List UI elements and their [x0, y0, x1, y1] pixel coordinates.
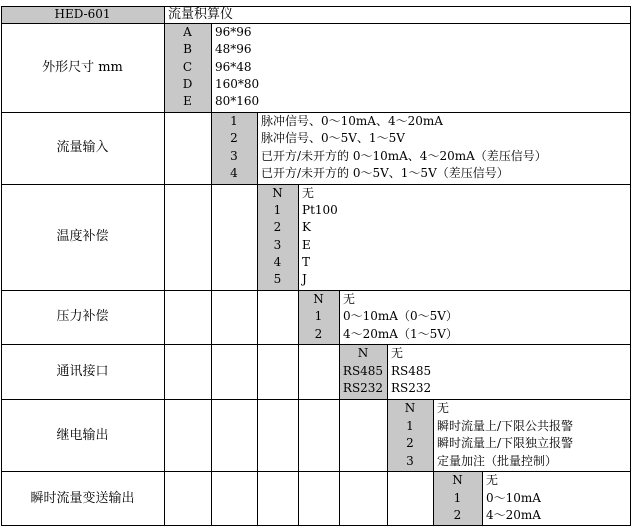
selection-table: [1, 6, 631, 526]
option-code: N: [452, 473, 463, 488]
table-border-top: [1, 6, 631, 7]
section-divider: [1, 290, 631, 291]
column-divider: [211, 23, 212, 526]
option-description: 脉冲信号、0～10mA、4～20mA: [261, 113, 443, 128]
model-cell: HED-601: [1, 6, 164, 23]
option-code: 4: [230, 166, 238, 181]
option-code: RS485: [342, 363, 384, 378]
option-code: N: [357, 346, 369, 361]
section-divider: [1, 399, 631, 400]
option-code: 1: [273, 203, 282, 218]
option-code: 2: [406, 436, 414, 451]
section-divider: [1, 525, 631, 526]
option-description: K: [302, 220, 311, 235]
label-divider: [164, 6, 165, 526]
option-description: J: [302, 272, 307, 287]
column-divider: [387, 344, 388, 526]
option-description: 4～20mA: [486, 508, 541, 523]
option-description: 瞬时流量上/下限公共报警: [437, 418, 574, 433]
option-description: 96*48: [215, 59, 252, 74]
option-code: 1: [314, 309, 323, 324]
option-code: 1: [230, 113, 238, 128]
option-code: 3: [406, 453, 414, 468]
option-description: 80*160: [215, 94, 260, 109]
section-label: 瞬时流量变送输出: [30, 491, 135, 507]
option-description: 0～10mA: [486, 490, 541, 505]
option-description: Pt100: [302, 203, 338, 218]
option-description: RS232: [391, 381, 432, 396]
section-divider: [1, 344, 631, 345]
option-description: 脉冲信号、0～5V、1～5V: [261, 131, 405, 146]
option-code: 2: [453, 508, 462, 523]
option-code: C: [182, 59, 193, 74]
option-code: 2: [273, 220, 282, 235]
option-code: 5: [273, 272, 282, 287]
column-divider: [298, 184, 299, 526]
option-description: T: [302, 254, 311, 269]
option-code: 3: [230, 148, 238, 163]
option-description: 无: [486, 473, 499, 488]
section-label: 继电输出: [56, 427, 109, 443]
header-divider: [1, 23, 631, 24]
column-divider: [339, 290, 340, 526]
section-label: 温度补偿: [56, 229, 109, 245]
option-description: 无: [302, 185, 315, 200]
option-description: 已开方/未开方的 0～5V、1～5V（差压信号）: [261, 166, 509, 181]
option-description: 4～20mA（1～5V）: [343, 326, 458, 341]
option-description: 160*80: [215, 77, 260, 92]
section-label: 通讯接口: [56, 364, 109, 380]
option-code: 4: [273, 254, 282, 269]
option-description: 无: [437, 401, 450, 416]
option-description: 无: [391, 346, 404, 361]
option-code: D: [182, 77, 193, 92]
section-divider: [1, 112, 631, 113]
table-border-right: [630, 6, 631, 526]
option-description: 瞬时流量上/下限独立报警: [437, 436, 574, 451]
option-description: 已开方/未开方的 0～10mA、4～20mA（差压信号）: [261, 148, 547, 163]
product-title: 流量积算仪: [168, 7, 234, 22]
column-divider: [482, 471, 483, 526]
section-divider: [1, 184, 631, 185]
option-code: 2: [314, 326, 323, 341]
option-code: 1: [453, 490, 462, 505]
table-border-left: [1, 6, 2, 526]
section-label: 压力补偿: [56, 309, 109, 325]
option-description: 96*96: [215, 25, 252, 39]
section-divider: [1, 471, 631, 472]
section-label: 流量输入: [56, 140, 109, 156]
option-description: 48*96: [215, 42, 252, 57]
option-description: 定量加注（批量控制）: [437, 453, 558, 468]
option-description: 无: [343, 291, 356, 306]
section-label: 外形尺寸 mm: [42, 59, 123, 75]
option-code: A: [183, 25, 192, 39]
option-description: E: [302, 237, 311, 252]
column-divider: [257, 112, 258, 526]
option-code: B: [183, 42, 192, 57]
option-code: N: [272, 185, 283, 200]
option-code: N: [313, 291, 324, 306]
option-code: E: [183, 94, 192, 109]
option-code: 3: [273, 237, 282, 252]
option-code: 2: [230, 131, 238, 146]
option-code: N: [404, 401, 416, 416]
option-code: RS232: [342, 381, 384, 396]
option-description: 0～10mA（0～5V）: [343, 309, 458, 324]
option-code: 1: [406, 418, 414, 433]
column-divider: [433, 399, 434, 526]
option-description: RS485: [391, 363, 432, 378]
